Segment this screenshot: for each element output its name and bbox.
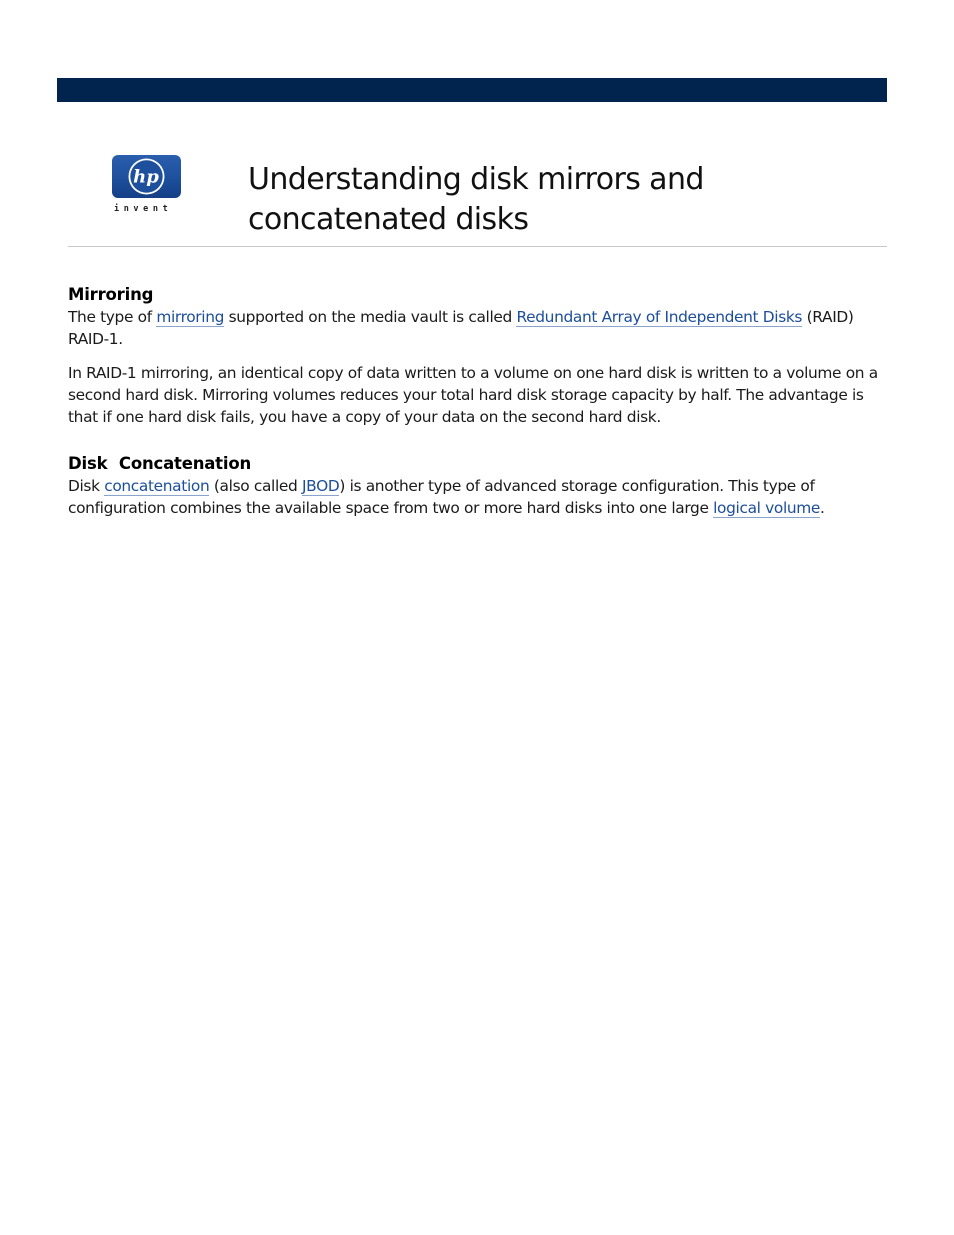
- hp-logo-tagline: invent: [114, 204, 173, 214]
- concatenation-heading: [68, 453, 890, 475]
- mirroring-paragraph-2: In RAID-1 mirroring, an identical copy of data written to a volume on one hard disk is written to a volume on a second hard disk. Mirroring volumes reduces your total hard disk storage capacity by half. The advantage is that if one hard disk fails, you have a copy of your data on the second hard disk.: [68, 364, 878, 426]
- concatenation-link[interactable]: concatenation: [104, 477, 210, 495]
- title-divider: [68, 246, 887, 247]
- text: .: [820, 499, 825, 517]
- text: (also called: [209, 477, 302, 495]
- jbod-link[interactable]: JBOD: [301, 477, 340, 495]
- mirroring-paragraph-1: [68, 306, 890, 350]
- text: ) is another type of advanced storage configuration. This type of configuration combines the available space from two or more hard disks into one large: [68, 477, 815, 517]
- mirroring-link[interactable]: mirroring: [156, 308, 225, 326]
- hp-logo-icon: [112, 155, 181, 198]
- text: The type of: [68, 308, 157, 326]
- hp-logo-letters: hp: [133, 166, 159, 188]
- heading-word: Concatenation: [118, 454, 251, 473]
- mirroring-heading: Mirroring: [68, 285, 154, 304]
- raid-link[interactable]: Redundant Array of Independent Disks: [516, 308, 803, 326]
- logical-volume-link[interactable]: logical volume: [713, 499, 821, 517]
- text: Disk: [68, 477, 105, 495]
- header-bar: [57, 78, 887, 102]
- hp-logo-badge: [112, 155, 181, 198]
- concatenation-paragraph: [68, 475, 890, 519]
- hp-logo: [112, 155, 182, 217]
- text: (RAID) RAID-1.: [68, 308, 854, 348]
- heading-word: Disk: [68, 454, 108, 473]
- page-title: Understanding disk mirrors and concatenated disks: [248, 162, 704, 237]
- article-body: [68, 284, 890, 519]
- text: supported on the media vault is called: [224, 308, 517, 326]
